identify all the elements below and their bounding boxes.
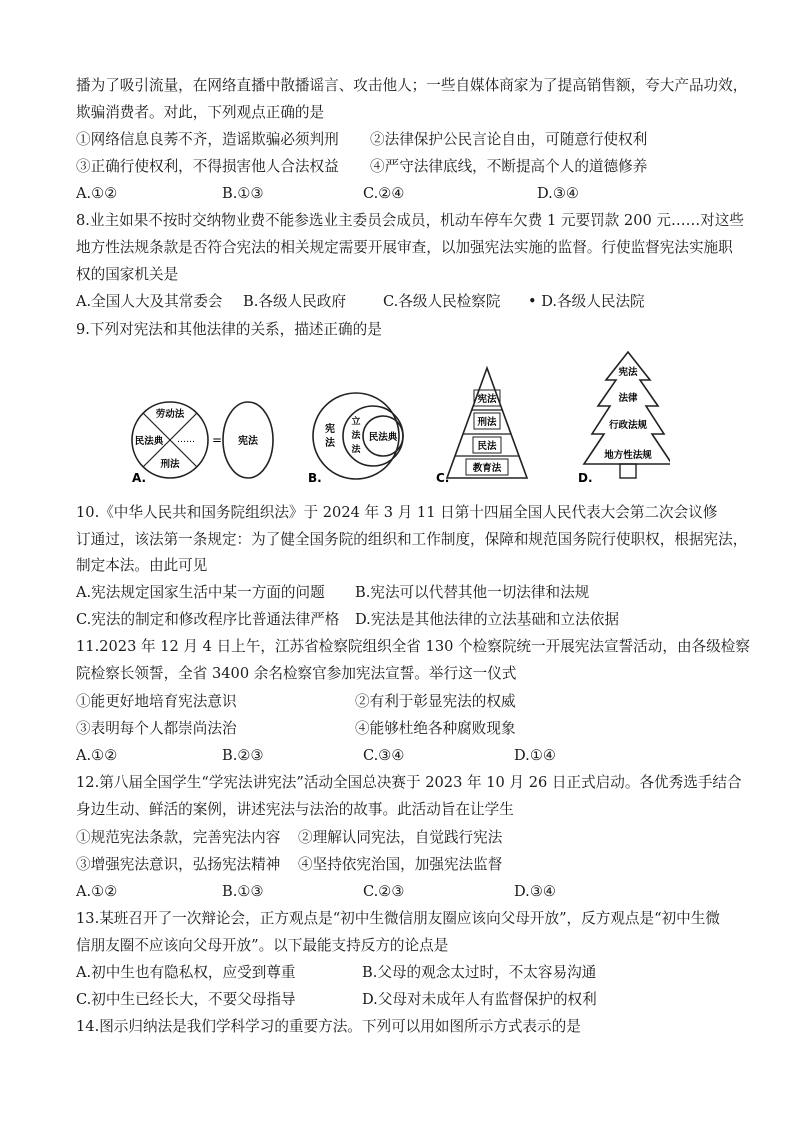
figure-d (578, 352, 670, 485)
svg-text:立: 立 (351, 417, 361, 427)
q13-option-d: D.父母对未成年人有监督保护的权利 (362, 991, 597, 1008)
q12-stem-line-2: 身边生动、鲜活的案例，讲述宪法与法治的故事。此活动旨在让学生 (76, 801, 514, 818)
q14-stem: 14.图示归纳法是我们学科学习的重要方法。下列可以用如图所示方式表示的是 (76, 1018, 581, 1035)
fig-b-outer-1: 宪 (325, 424, 335, 435)
q8-option-b: B.各级人民政府 (243, 293, 346, 310)
q13-stem-line-1: 13.某班召开了一次辩论会，正方观点是“初中生微信朋友圈应该向父母开放”，反方观点是“初中生微 (76, 910, 720, 927)
q12-stem-line-1: 12.第八届全国学生“学宪法讲宪法”活动全国总决赛于 2023 年 10 月 26 日正式启动。各优秀选手结合 (76, 774, 742, 791)
fig-c-level-1: 宪法 (477, 394, 497, 405)
fig-a-equals: = (211, 433, 223, 447)
q8-stem-line-2: 地方性法规条款是否符合宪法的相关规定需要开展审查，以加强宪法实施的监督。行使监督宪法实施职 (76, 239, 733, 256)
fig-c-level-2: 刑法 (477, 417, 497, 428)
fig-a-dots: …… (177, 435, 195, 445)
q13-stem-line-2: 信朋友圈不应该向父母开放”。以下最能支持反方的论点是 (76, 937, 449, 954)
q11-statement-3: ③表明每个人都崇尚法治 (76, 720, 237, 737)
q7-stem-line-1: 播为了吸引流量，在网络直播中散播谣言、攻击他人；一些自媒体商家为了提高销售额，夸大产品功效， (76, 77, 748, 94)
q13-option-c: C.初中生已经长大，不要父母指导 (76, 991, 296, 1008)
fig-d-label: D. (578, 471, 593, 485)
q12-statement-4: ④坚持依宪治国，加强宪法监督 (298, 856, 503, 873)
fig-a-label: A. (132, 471, 147, 485)
q13-option-b: B.父母的观念太过时，不太容易沟通 (362, 964, 597, 981)
q12-statement-1: ①规范宪法条款，完善宪法内容 (76, 829, 281, 846)
q12-option-b: B.①③ (222, 883, 264, 900)
q11-option-b: B.②③ (222, 747, 264, 764)
fig-d-level-2: 法律 (618, 393, 638, 404)
q7-option-d: D.③④ (537, 185, 579, 202)
q7-statement-3: ③正确行使权利，不得损害他人合法权益 (76, 158, 339, 175)
q12-statement-3: ③增强宪法意识，弘扬宪法精神 (76, 856, 281, 873)
fig-b-inner: 民法典 (368, 432, 398, 443)
q7-statement-2: ②法律保护公民言论自由，可随意行使权利 (370, 131, 648, 148)
q10-option-c: C.宪法的制定和修改程序比普通法律严格 (76, 611, 340, 628)
q9-figures (130, 350, 670, 495)
fig-c-level-4: 教育法 (472, 463, 502, 474)
q9-stem: 9.下列对宪法和其他法律的关系，描述正确的是 (76, 321, 382, 338)
q11-option-d: D.①④ (514, 747, 556, 764)
figure-b (308, 393, 403, 485)
q12-option-c: C.②③ (363, 883, 405, 900)
q10-option-b: B.宪法可以代替其他一切法律和法规 (355, 584, 590, 601)
q7-option-c: C.②④ (363, 185, 405, 202)
q8-stem-line-3: 权的国家机关是 (76, 266, 179, 283)
figure-a (132, 402, 273, 485)
q11-statement-4: ④能够杜绝各种腐败现象 (355, 720, 516, 737)
fig-d-level-1: 宪法 (618, 367, 638, 378)
q11-option-a: A.①② (76, 747, 118, 764)
q10-stem-line-2: 订通过，该法第一条规定：为了健全国务院的组织和工作制度，保障和规范国务院行使职权，根据宪法， (76, 531, 748, 548)
q12-option-a: A.①② (76, 883, 118, 900)
fig-a-law-3: 刑法 (160, 459, 180, 470)
q8-stem-line-1: 8.业主如果不按时交纳物业费不能参选业主委员会成员，机动车停车欠费 1 元要罚款 200 元……对这些 (76, 212, 744, 229)
fig-d-level-3: 行政法规 (608, 420, 648, 431)
q7-statement-4: ④严守法律底线，不断提高个人的道德修养 (370, 158, 648, 175)
q13-option-a: A.初中生也有隐私权，应受到尊重 (76, 964, 296, 981)
q11-stem-line-2: 院检察长领誓，全省 3400 余名检察官参加宪法宣誓。举行这一仪式 (76, 665, 517, 682)
fig-b-label: B. (308, 471, 322, 485)
q8-option-c: C.各级人民检察院 (383, 293, 501, 310)
fig-a-law-1: 劳动法 (155, 409, 185, 420)
q10-option-d: D.宪法是其他法律的立法基础和立法依据 (355, 611, 619, 628)
fig-b-outer-2: 法 (325, 438, 335, 449)
fig-c-label: C. (436, 471, 450, 485)
fig-a-constitution: 宪法 (238, 436, 258, 447)
q11-stem-line-1: 11.2023 年 12 月 4 日上午，江苏省检察院组织全省 130 个检察院统一开展宪法宣誓活动，由各级检察 (76, 638, 750, 655)
q7-option-a: A.①② (76, 185, 118, 202)
figure-c (436, 368, 527, 485)
q10-stem-line-3: 制定本法。由此可见 (76, 557, 208, 574)
q12-option-d: D.③④ (514, 883, 556, 900)
q7-statement-1: ①网络信息良莠不齐，造谣欺骗必须判刑 (76, 131, 339, 148)
q7-stem-line-2: 欺骗消费者。对此，下列观点正确的是 (76, 104, 325, 121)
q10-option-a: A.宪法规定国家生活中某一方面的问题 (76, 584, 325, 601)
q11-option-c: C.③④ (363, 747, 405, 764)
q11-statement-1: ①能更好地培育宪法意识 (76, 693, 237, 710)
fig-d-level-4: 地方性法规 (604, 450, 652, 461)
fig-a-law-2: 民法典 (134, 436, 164, 447)
q11-statement-2: ②有利于彰显宪法的权威 (355, 693, 516, 710)
q8-option-a: A.全国人大及其常委会 (76, 293, 223, 310)
q10-stem-line-1: 10.《中华人民共和国务院组织法》于 2024 年 3 月 11 日第十四届全国人民代表大会第二次会议修 (76, 504, 718, 521)
svg-text:法: 法 (351, 445, 361, 455)
q12-statement-2: ②理解认同宪法，自觉践行宪法 (298, 829, 503, 846)
q8-option-d: • D.各级人民法院 (528, 293, 645, 310)
q7-option-b: B.①③ (222, 185, 264, 202)
fig-c-level-3: 民法 (477, 441, 497, 452)
svg-text:法: 法 (351, 431, 361, 441)
